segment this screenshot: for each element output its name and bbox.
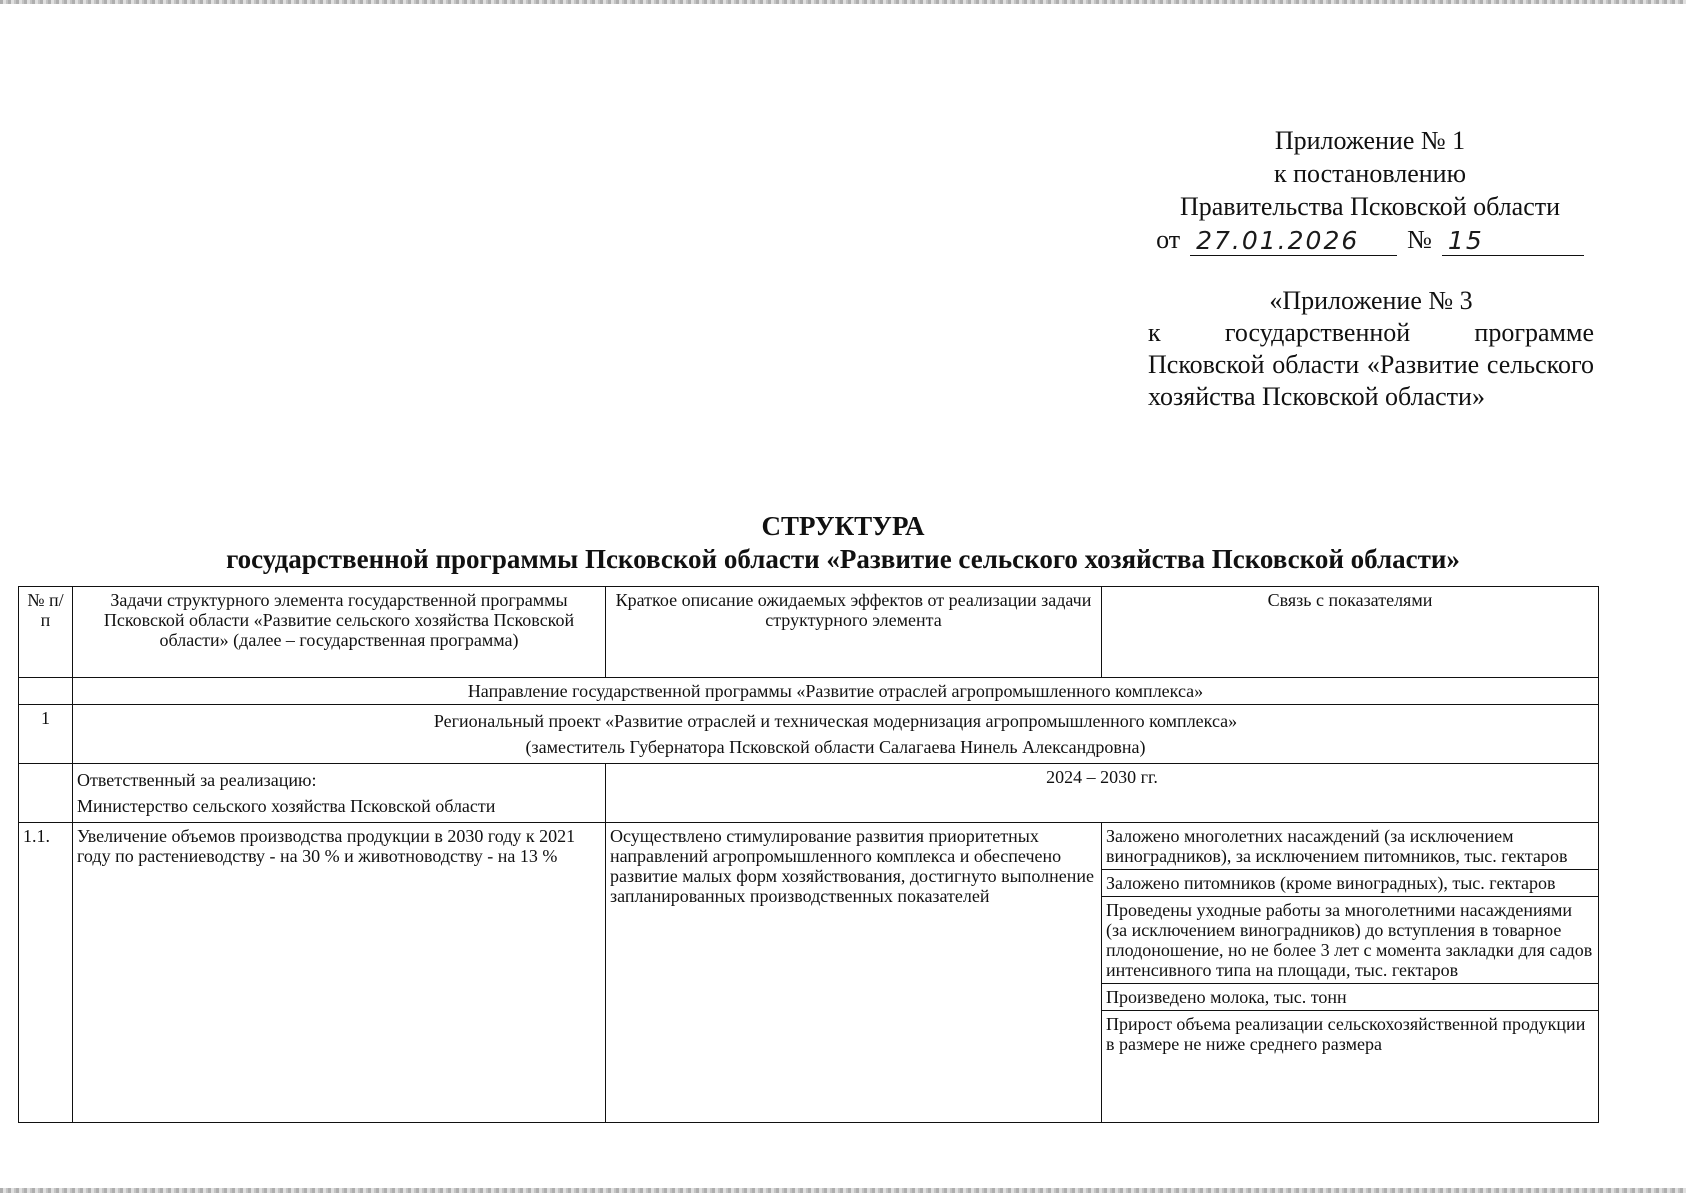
indicator-item: Произведено молока, тыс. тонн	[1102, 984, 1598, 1011]
project-info	[73, 705, 1599, 764]
appendix-date-line	[1145, 223, 1595, 256]
appendix-resolution-ref: к постановлению	[1273, 159, 1467, 188]
responsible-value: Министерство сельского хозяйства Псковской области	[77, 796, 496, 816]
indicator-list	[1102, 823, 1598, 1057]
project-curator: (заместитель Губернатора Псковской области Салагаева Нинель Александровна)	[525, 737, 1146, 757]
task-num: 1.1.	[19, 823, 73, 1123]
indicator-item: Заложено питомников (кроме виноградных), тыс. гектаров	[1102, 870, 1598, 897]
header-effects: Краткое описание ожидаемых эффектов от реализации задачи структурного элемента	[606, 587, 1102, 678]
responsible-info	[73, 764, 606, 823]
task-row	[19, 823, 1599, 1123]
structure-table	[18, 586, 1599, 1123]
number-sign: №	[1407, 225, 1432, 254]
task-effect: Осуществлено стимулирование развития приоритетных направлений агропромышленного комплекса и обеспечено развитие малых форм хозяйствования, достигнуто выполнение запланированных производственных показателей	[606, 823, 1102, 1123]
date-prefix: от	[1156, 225, 1181, 254]
direction-num	[19, 678, 73, 705]
title-program: государственной программы Псковской области «Развитие сельского хозяйства Псковской области»	[226, 544, 1460, 574]
project-row	[19, 705, 1599, 764]
annex-reference	[1148, 285, 1594, 413]
direction-row	[19, 678, 1599, 705]
appendix-government: Правительства Псковской области	[1179, 192, 1561, 221]
project-name: Региональный проект «Развитие отраслей и техническая модернизация агропромышленного комплекса»	[433, 711, 1238, 731]
responsible-row	[19, 764, 1599, 823]
table-header-row	[19, 587, 1599, 678]
responsible-label: Ответственный за реализацию:	[77, 770, 317, 790]
indicator-item: Проведены уходные работы за многолетними насаждениями (за исключением виноградников) до вступления в товарное плодоношение, но не более 3 лет с момента закладки для садов интенсивного типа на площади, тыс. гектаров	[1102, 897, 1598, 984]
header-indicators: Связь с показателями	[1102, 587, 1599, 678]
task-indicators	[1102, 823, 1599, 1123]
responsible-num	[19, 764, 73, 823]
indicator-item: Заложено многолетних насаждений (за исключением виноградников), за исключением питомников, тыс. гектаров	[1102, 823, 1598, 870]
scan-edge-top	[0, 0, 1686, 4]
task-text: Увеличение объемов производства продукции в 2030 году к 2021 году по растениеводству - на 30 % и животноводству - на 13 %	[73, 823, 606, 1123]
project-num: 1	[19, 705, 73, 764]
indicator-item: Прирост объема реализации сельскохозяйственной продукции в размере не ниже среднего размера	[1106, 1014, 1586, 1054]
annex-text: к государственной программе Псковской области «Развитие сельского хозяйства Псковской области»	[1148, 318, 1594, 411]
title-structure: СТРУКТУРА	[761, 511, 925, 541]
handwritten-date: 27.01.2026	[1190, 227, 1397, 256]
document-title	[0, 510, 1686, 576]
handwritten-number: 15	[1442, 227, 1584, 256]
scan-edge-bottom	[0, 1188, 1686, 1193]
appendix-number: Приложение № 1	[1274, 126, 1466, 155]
header-tasks: Задачи структурного элемента государственной программы Псковской области «Развитие сельского хозяйства Псковской области» (далее – государственная программа)	[73, 587, 606, 678]
header-num: № п/п	[19, 587, 73, 678]
responsible-period: 2024 – 2030 гг.	[606, 764, 1599, 823]
annex-title: «Приложение № 3	[1269, 286, 1473, 315]
appendix-header	[1145, 124, 1595, 256]
direction-name: Направление государственной программы «Развитие отраслей агропромышленного комплекса»	[73, 678, 1599, 705]
